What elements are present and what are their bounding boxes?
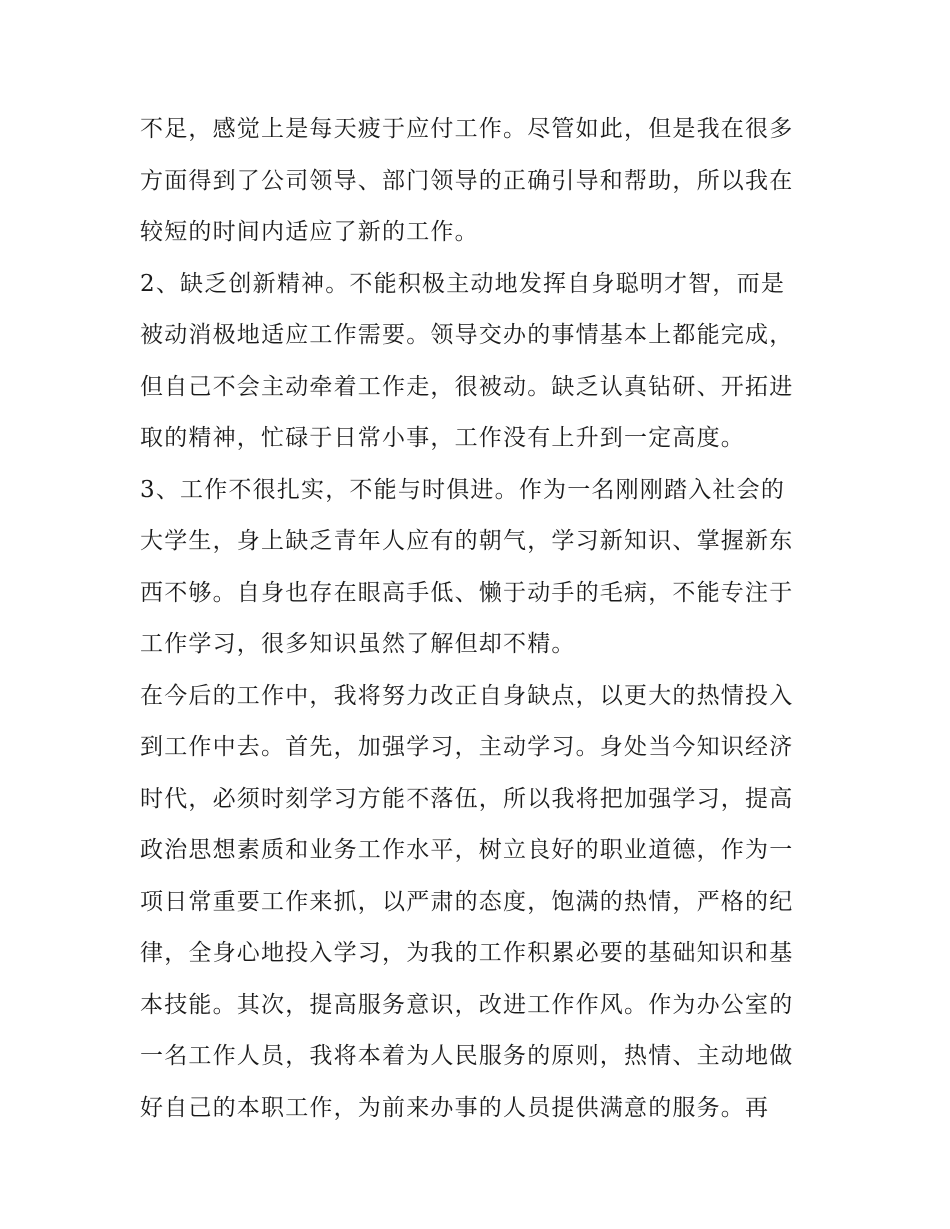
text-line: 2、缺乏创新精神。不能积极主动地发挥自身聪明才智，而是 (140, 270, 786, 297)
text-line: 项日常重要工作来抓，以严肃的态度，饱满的热情，严格的纪 (140, 888, 794, 915)
text-line: 但自己不会主动牵着工作走，很被动。缺乏认真钻研、开拓进 (140, 373, 794, 400)
text-line: 方面得到了公司领导、部门领导的正确引导和帮助，所以我在 (140, 167, 794, 194)
text-line: 取的精神，忙碌于日常小事，工作没有上升到一定高度。 (140, 425, 745, 451)
text-line: 不足，感觉上是每天疲于应付工作。尽管如此，但是我在很多 (140, 116, 794, 142)
text-line: 3、工作不很扎实，不能与时俱进。作为一名刚刚踏入社会的 (140, 476, 786, 503)
text-line: 好自己的本职工作，为前来办事的人员提供满意的服务。再 (140, 1094, 770, 1121)
text-line: 在今后的工作中，我将努力改正自身缺点，以更大的热情投入 (140, 682, 794, 709)
text-line: 较短的时间内适应了新的工作。 (140, 219, 479, 245)
text-line: 到工作中去。首先，加强学习，主动学习。身处当今知识经济 (140, 734, 794, 760)
text-line: 一名工作人员，我将本着为人民服务的原则，热情、主动地做 (140, 1043, 794, 1069)
text-line: 工作学习，很多知识虽然了解但却不精。 (140, 631, 576, 657)
text-line: 大学生，身上缺乏青年人应有的朝气，学习新知识、掌握新东 (140, 528, 794, 554)
text-line: 时代，必须时刻学习方能不落伍，所以我将把加强学习，提高 (140, 785, 794, 812)
text-line: 西不够。自身也存在眼高手低、懒于动手的毛病，不能专注于 (140, 579, 794, 606)
text-line: 律，全身心地投入学习，为我的工作积累必要的基础知识和基 (140, 940, 794, 966)
text-line: 政治思想素质和业务工作水平，树立良好的职业道德，作为一 (140, 837, 794, 863)
body-text (140, 104, 820, 1134)
text-line: 本技能。其次，提高服务意识，改进工作作风。作为办公室的 (140, 991, 794, 1018)
text-line: 被动消极地适应工作需要。领导交办的事情基本上都能完成， (140, 322, 794, 348)
